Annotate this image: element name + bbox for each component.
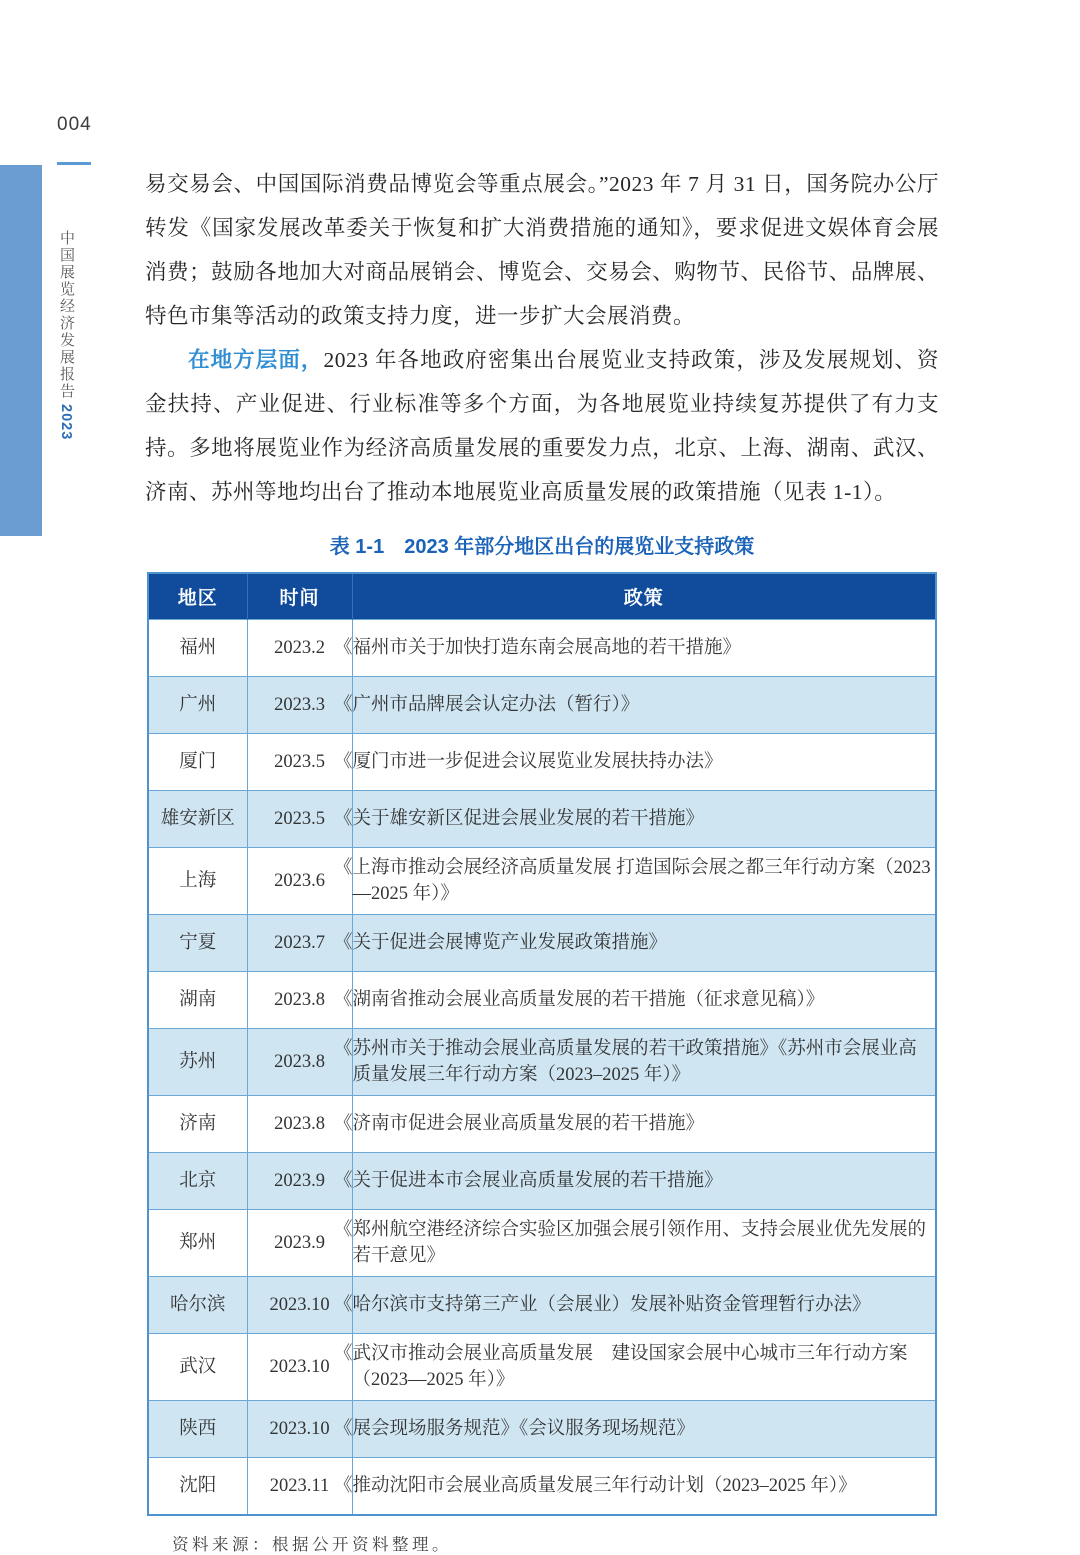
policy-cell: 《关于促进本市会展业高质量发展的若干措施》 <box>352 1153 936 1210</box>
table-row <box>148 1210 936 1277</box>
sidebar-book-year: 2023 <box>58 404 74 441</box>
region-cell: 雄安新区 <box>148 791 247 848</box>
time-cell: 2023.9 <box>247 1153 352 1210</box>
sidebar-book-title-text: 中国展览经济发展报告 <box>58 230 75 400</box>
table-row <box>148 1153 936 1210</box>
region-cell: 厦门 <box>148 734 247 791</box>
table-row <box>148 1334 936 1401</box>
region-cell: 苏州 <box>148 1029 247 1096</box>
table-row <box>148 791 936 848</box>
policy-cell: 《武汉市推动会展业高质量发展 建设国家会展中心城市三年行动方案（2023—2025 年）》 <box>352 1334 936 1401</box>
policy-cell: 《推动沈阳市会展业高质量发展三年行动计划（2023–2025 年）》 <box>352 1458 936 1516</box>
table-row <box>148 1029 936 1096</box>
policy-table <box>147 572 937 1516</box>
table-row <box>148 620 936 677</box>
table-row <box>148 1458 936 1516</box>
region-cell: 武汉 <box>148 1334 247 1401</box>
policy-cell: 《哈尔滨市支持第三产业（会展业）发展补贴资金管理暂行办法》 <box>352 1277 936 1334</box>
paragraph-2-lead: 在地方层面， <box>188 348 324 372</box>
time-cell: 2023.5 <box>247 791 352 848</box>
region-cell: 郑州 <box>148 1210 247 1277</box>
policy-cell: 《郑州航空港经济综合实验区加强会展引领作用、支持会展业优先发展的若干意见》 <box>352 1210 936 1277</box>
region-cell: 沈阳 <box>148 1458 247 1516</box>
table-row <box>148 1401 936 1458</box>
policy-cell: 《福州市关于加快打造东南会展高地的若干措施》 <box>352 620 936 677</box>
policy-cell: 《济南市促进会展业高质量发展的若干措施》 <box>352 1096 936 1153</box>
policy-cell: 《关于雄安新区促进会展业发展的若干措施》 <box>352 791 936 848</box>
sidebar-book-title <box>56 230 77 530</box>
region-cell: 广州 <box>148 677 247 734</box>
column-header-region: 地区 <box>148 573 247 620</box>
paragraph-2-text: 2023 年各地政府密集出台展览业支持政策，涉及发展规划、资金扶持、产业促进、行业标准等多个方面，为各地展览业持续复苏提供了有力支持。多地将展览业作为经济高质量发展的重要发力点，北京、上海、湖南、武汉、济南、苏州等地均出台了推动本地展览业高质量发展的政策措施（见表 1-1）。 <box>145 348 939 504</box>
policy-table-body <box>148 620 936 1516</box>
time-cell: 2023.10 <box>247 1277 352 1334</box>
time-cell: 2023.6 <box>247 848 352 915</box>
region-cell: 福州 <box>148 620 247 677</box>
table-row <box>148 734 936 791</box>
region-cell: 济南 <box>148 1096 247 1153</box>
time-cell: 2023.10 <box>247 1334 352 1401</box>
paragraph-1: 易交易会、中国国际消费品博览会等重点展会。”2023 年 7 月 31 日，国务院办公厅转发《国家发展改革委关于恢复和扩大消费措施的通知》，要求促进文娱体育会展消费；鼓励各地加大对商品展销会、博览会、交易会、购物节、民俗节、品牌展、特色市集等活动的政策支持力度，进一步扩大会展消费。 <box>145 172 939 328</box>
region-cell: 湖南 <box>148 972 247 1029</box>
table-row <box>148 1277 936 1334</box>
column-header-policy: 政策 <box>352 573 936 620</box>
table-row <box>148 915 936 972</box>
table-title: 表 1-1 2023 年部分地区出台的展览业支持政策 <box>329 536 755 558</box>
time-cell: 2023.10 <box>247 1401 352 1458</box>
time-cell: 2023.5 <box>247 734 352 791</box>
time-cell: 2023.2 <box>247 620 352 677</box>
region-cell: 北京 <box>148 1153 247 1210</box>
time-cell: 2023.11 <box>247 1458 352 1516</box>
page-number: 004 <box>57 114 92 135</box>
time-cell: 2023.8 <box>247 972 352 1029</box>
policy-cell: 《厦门市进一步促进会议展览业发展扶持办法》 <box>352 734 936 791</box>
region-cell: 哈尔滨 <box>148 1277 247 1334</box>
policy-cell: 《广州市品牌展会认定办法（暂行）》 <box>352 677 936 734</box>
table-source-note: 资料来源：根据公开资料整理。 <box>172 1535 452 1554</box>
region-cell: 上海 <box>148 848 247 915</box>
region-cell: 宁夏 <box>148 915 247 972</box>
time-cell: 2023.9 <box>247 1210 352 1277</box>
time-cell: 2023.3 <box>247 677 352 734</box>
table-row <box>148 972 936 1029</box>
policy-cell: 《苏州市关于推动会展业高质量发展的若干政策措施》《苏州市会展业高质量发展三年行动方案（2023–2025 年）》 <box>352 1029 936 1096</box>
header-rule <box>57 162 91 165</box>
policy-cell: 《展会现场服务规范》《会议服务现场规范》 <box>352 1401 936 1458</box>
sidebar-accent-bar <box>0 165 42 536</box>
paragraph-2 <box>145 338 939 514</box>
policy-cell: 《湖南省推动会展业高质量发展的若干措施（征求意见稿）》 <box>352 972 936 1029</box>
region-cell: 陕西 <box>148 1401 247 1458</box>
table-row <box>148 677 936 734</box>
table-row <box>148 848 936 915</box>
table-row <box>148 1096 936 1153</box>
policy-cell: 《关于促进会展博览产业发展政策措施》 <box>352 915 936 972</box>
column-header-time: 时间 <box>247 573 352 620</box>
page-content <box>145 162 939 1555</box>
time-cell: 2023.8 <box>247 1096 352 1153</box>
policy-cell: 《上海市推动会展经济高质量发展 打造国际会展之都三年行动方案（2023—2025 年）》 <box>352 848 936 915</box>
time-cell: 2023.7 <box>247 915 352 972</box>
table-header-row <box>148 573 936 620</box>
time-cell: 2023.8 <box>247 1029 352 1096</box>
